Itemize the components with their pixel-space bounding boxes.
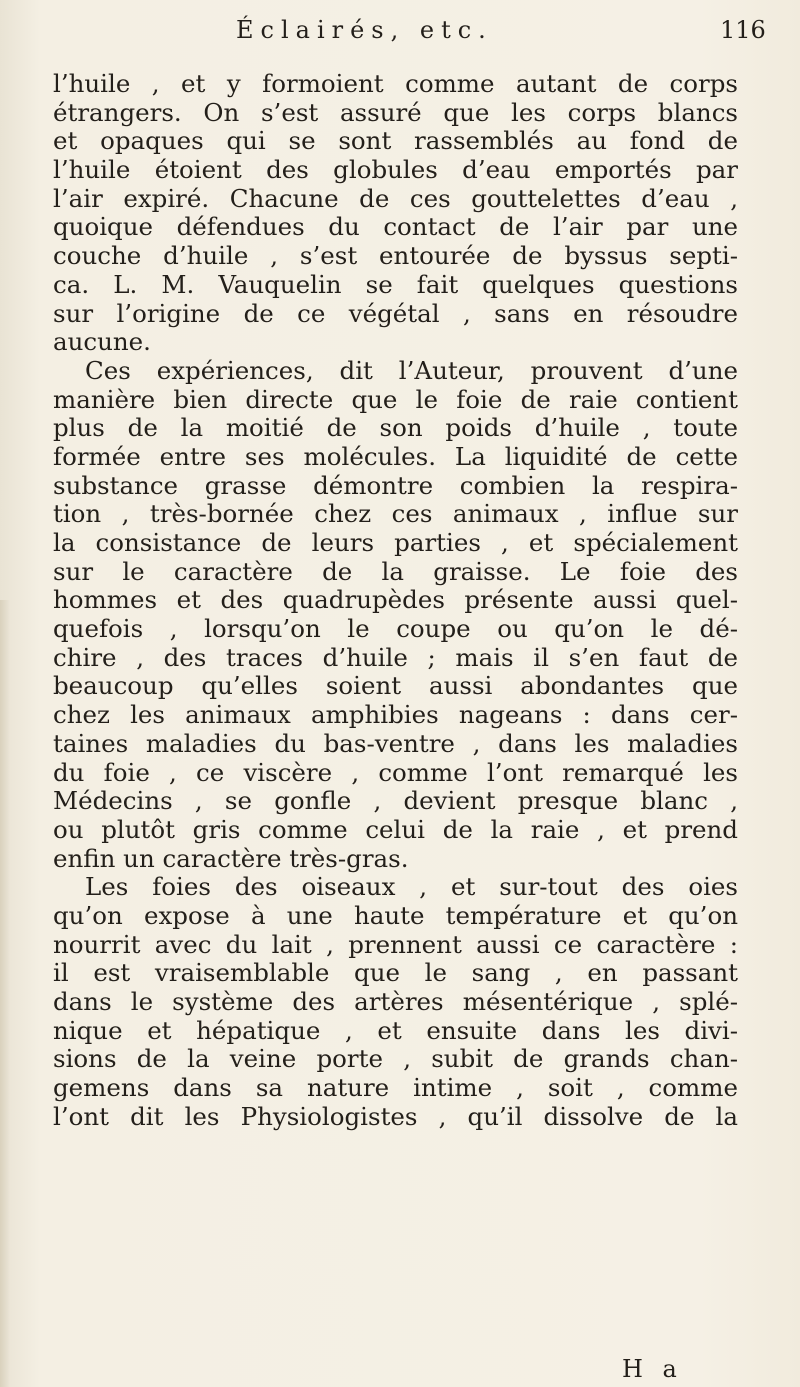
text-line: quefois , lorsqu’on le coupe ou qu’on le dé- — [53, 614, 738, 644]
text-line: l’ont dit les Physiologistes , qu’il dissolve de la — [53, 1101, 738, 1131]
text-line: sur le caractère de la graisse. Le foie des — [53, 556, 738, 586]
paragraph-end-line: enfin un caractère très-gras. — [53, 843, 409, 873]
text-line: sur l’origine de ce végétal , sans en résoudre — [53, 298, 738, 328]
text-line: beaucoup qu’elles soient aussi abondantes que — [53, 671, 738, 701]
paragraph-end-line: aucune. — [53, 327, 151, 357]
text-line: il est vraisemblable que le sang , en passant — [53, 958, 738, 988]
paragraph-start-line: Ces expériences, dit l’Auteur, prouvent d’une — [85, 355, 738, 385]
text-line: qu’on expose à une haute température et qu’on — [53, 900, 738, 930]
text-line: substance grasse démontre combien la respira- — [53, 470, 738, 500]
text-line: sions de la veine porte , subit de grands chan- — [53, 1044, 738, 1074]
text-line: l’air expiré. Chacune de ces gouttelettes d’eau , — [53, 183, 738, 213]
text-line: taines maladies du bas-ventre , dans les maladies — [53, 728, 738, 758]
text-line: l’huile , et y formoient comme autant de corps — [53, 69, 738, 98]
paragraph-start-line: Les foies des oiseaux , et sur-tout des oies — [85, 872, 738, 902]
text-line: gemens dans sa nature intime , soit , comme — [53, 1073, 738, 1103]
text-line: quoique défendues du contact de l’air par une — [53, 212, 738, 242]
text-line: tion , très-bornée chez ces animaux , influe sur — [53, 499, 738, 529]
text-line: Médecins , se gonfle , devient presque blanc , — [53, 786, 738, 816]
text-line: la consistance de leurs parties , et spécialement — [53, 528, 738, 557]
text-line: nourrit avec du lait , prennent aussi ce caractère : — [53, 929, 738, 959]
text-line: ou plutôt gris comme celui de la raie , et prend — [53, 814, 738, 844]
text-line: plus de la moitié de son poids d’huile , toute — [53, 413, 738, 443]
text-line: nique et hépatique , et ensuite dans les divi- — [53, 1015, 738, 1045]
signature-mark: H a — [622, 1355, 683, 1383]
text-line: manière bien directe que le foie de raie contient — [53, 384, 738, 414]
text-line: chez les animaux amphibies nageans : dans cer- — [53, 700, 738, 730]
running-title: Éclairés, etc. — [236, 16, 493, 44]
text-line: l’huile étoient des globules d’eau emportés par — [53, 155, 738, 185]
text-line: et opaques qui se sont rassemblés au fond de — [53, 126, 738, 156]
text-line: du foie , ce viscère , comme l’ont remarqué les — [53, 757, 738, 787]
text-line: couche d’huile , s’est entourée de byssus septi- — [53, 241, 738, 271]
text-line: dans le système des artères mésentérique , splé- — [53, 987, 738, 1016]
page-gutter-shadow — [0, 600, 10, 1387]
text-line: hommes et des quadrupèdes présente aussi quel- — [53, 585, 738, 615]
text-line: ca. L. M. Vauquelin se fait quelques questions — [53, 269, 738, 299]
body-text — [53, 70, 738, 1131]
text-line: chire , des traces d’huile ; mais il s’en faut de — [53, 642, 738, 672]
page-number: 116 — [720, 16, 766, 44]
text-line: étrangers. On s’est assuré que les corps blancs — [53, 97, 738, 127]
text-line: formée entre ses molécules. La liquidité de cette — [53, 441, 738, 471]
